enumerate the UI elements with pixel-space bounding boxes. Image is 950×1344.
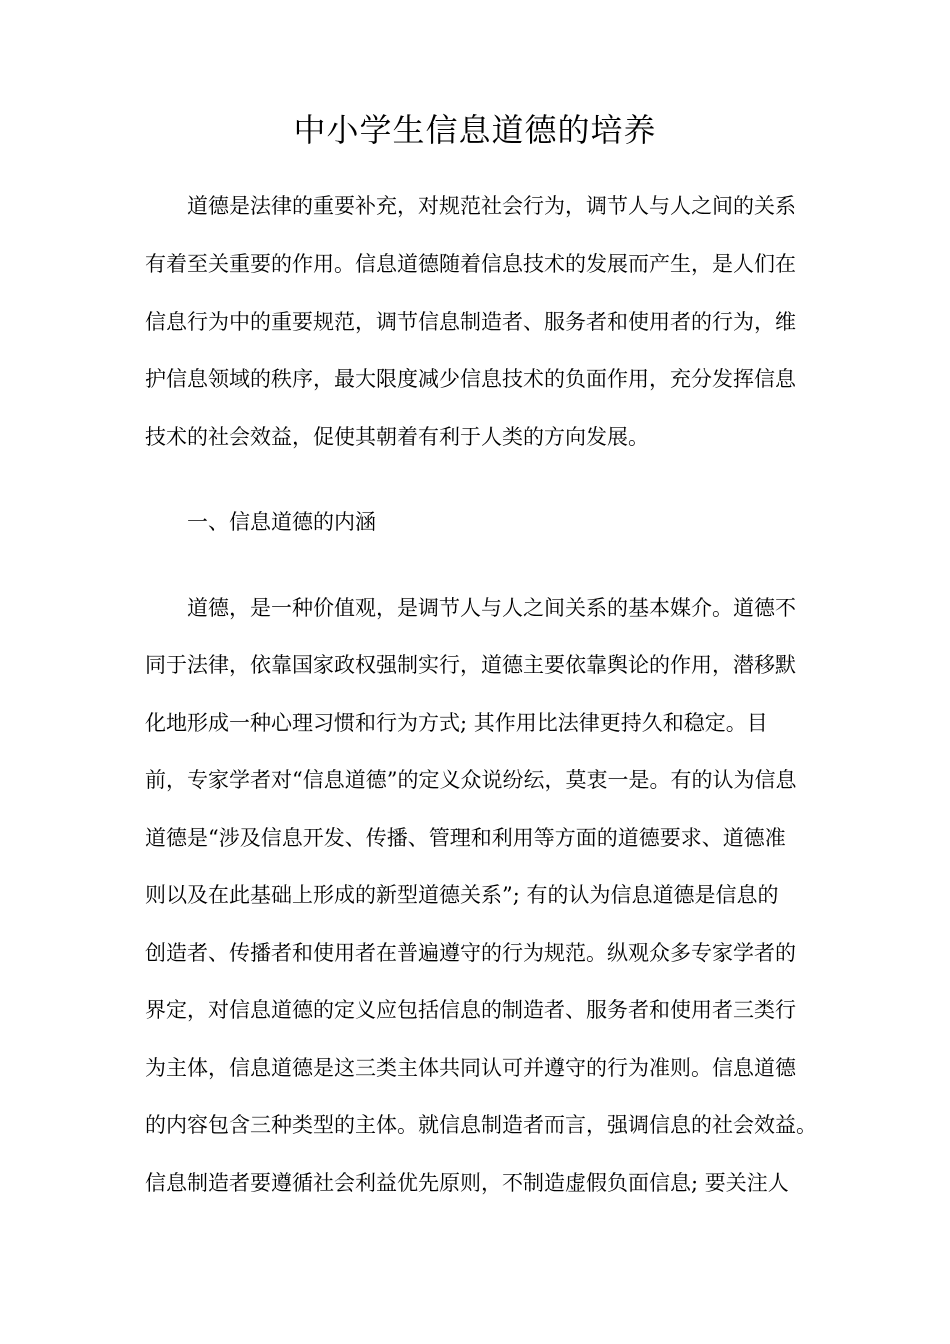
paragraph2-line-10: 的内容包含三种类型的主体。就信息制造者而言，强调信息的社会效益。	[145, 1113, 817, 1137]
paragraph2-line-5: 道德是“涉及信息开发、传播、管理和利用等方面的道德要求、道德准	[145, 826, 786, 850]
paragraph1-line-3: 信息行为中的重要规范，调节信息制造者、服务者和使用者的行为，维	[145, 310, 796, 334]
paragraph2-line-2: 同于法律，依靠国家政权强制实行，道德主要依靠舆论的作用，潜移默	[145, 653, 796, 677]
paragraph2-line-4: 前，专家学者对“信息道德”的定义众说纷纭，莫衷一是。有的认为信息	[145, 768, 797, 792]
paragraph2-line-8: 界定，对信息道德的定义应包括信息的制造者、服务者和使用者三类行	[145, 998, 796, 1022]
paragraph2-line-3: 化地形成一种心理习惯和行为方式; 其作用比法律更持久和稳定。目	[145, 711, 768, 735]
section-heading-1: 一、信息道德的内涵	[187, 510, 376, 534]
document-title: 中小学生信息道德的培养	[293, 111, 657, 149]
paragraph1-line-4: 护信息领域的秩序，最大限度减少信息技术的负面作用，充分发挥信息	[145, 367, 796, 391]
paragraph2-line-11: 信息制造者要遵循社会利益优先原则，不制造虚假负面信息; 要关注人	[145, 1171, 789, 1195]
paragraph2-line-1: 道德，是一种价值观，是调节人与人之间关系的基本媒介。道德不	[187, 596, 796, 620]
paragraph1-line-2: 有着至关重要的作用。信息道德随着信息技术的发展而产生，是人们在	[145, 252, 796, 276]
paragraph2-line-6: 则以及在此基础上形成的新型道德关系”; 有的认为信息道德是信息的	[145, 883, 779, 907]
paragraph1-line-1: 道德是法律的重要补充，对规范社会行为，调节人与人之间的关系	[187, 194, 796, 218]
paragraph1-line-5: 技术的社会效益，促使其朝着有利于人类的方向发展。	[145, 425, 649, 449]
paragraph2-line-9: 为主体，信息道德是这三类主体共同认可并遵守的行为准则。信息道德	[145, 1056, 796, 1080]
paragraph2-line-7: 创造者、传播者和使用者在普遍遵守的行为规范。纵观众多专家学者的	[145, 941, 796, 965]
